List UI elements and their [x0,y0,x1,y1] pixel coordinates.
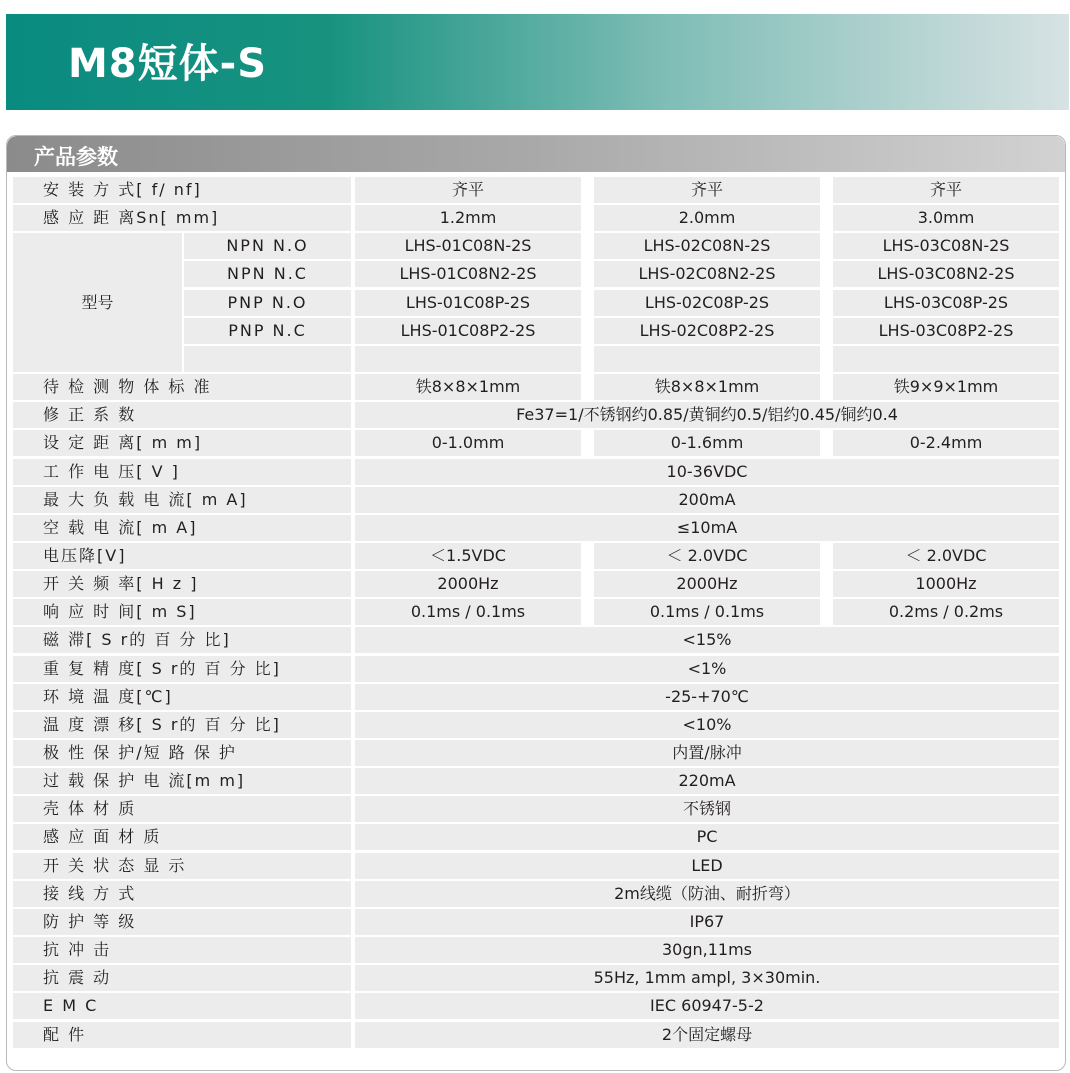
model-code: LHS-03C08P-2S [833,290,1059,316]
table-cell: <10% [355,712,1059,738]
row-label: E M C [13,993,351,1019]
table-cell: 齐平 [355,177,581,203]
table-cell: IEC 60947-5-2 [355,993,1059,1019]
row-label: 重 复 精 度[ S r的 百 分 比] [13,656,351,682]
model-code: LHS-02C08P-2S [594,290,820,316]
table-cell: 3.0mm [833,205,1059,231]
model-code: LHS-03C08P2-2S [833,318,1059,344]
row-label: 最 大 负 载 电 流[ m A] [13,487,351,513]
table-cell: 0.1ms / 0.1ms [355,599,581,625]
section-title: 产品参数 [34,145,118,169]
table-cell: 10-36VDC [355,459,1059,485]
row-label: 设 定 距 离[ m m] [13,430,351,456]
empty-cell [184,346,351,372]
table-cell: <15% [355,627,1059,653]
row-label: 抗 震 动 [13,965,351,991]
row-label: 极 性 保 护/短 路 保 护 [13,740,351,766]
model-code: LHS-01C08P-2S [355,290,581,316]
model-code: LHS-02C08N-2S [594,233,820,259]
table-cell: ＜1.5VDC [355,543,581,569]
table-cell: 2000Hz [594,571,820,597]
table-cell: 齐平 [594,177,820,203]
table-cell: ＜ 2.0VDC [833,543,1059,569]
model-type: PNP N.O [184,290,351,316]
table-cell: 200mA [355,487,1059,513]
empty-cell [594,346,820,372]
row-label: 温 度 漂 移[ S r的 百 分 比] [13,712,351,738]
model-type: PNP N.C [184,318,351,344]
table-cell: 内置/脉冲 [355,740,1059,766]
table-cell: 齐平 [833,177,1059,203]
model-code: LHS-01C08P2-2S [355,318,581,344]
table-cell: -25-+70℃ [355,684,1059,710]
table-cell: 1.2mm [355,205,581,231]
row-label: 安 装 方 式[ f/ nf] [13,177,351,203]
row-label: 壳 体 材 质 [13,796,351,822]
table-cell: 2m线缆（防油、耐折弯） [355,881,1059,907]
table-cell: ＜ 2.0VDC [594,543,820,569]
section-header [7,136,1065,172]
table-cell: 不锈钢 [355,796,1059,822]
row-label: 磁 滞[ S r的 百 分 比] [13,627,351,653]
table-cell: PC [355,824,1059,850]
model-code: LHS-02C08N2-2S [594,261,820,287]
title-banner [6,14,1069,110]
table-cell: IP67 [355,909,1059,935]
row-label: 过 载 保 护 电 流[m m] [13,768,351,794]
model-code: LHS-03C08N-2S [833,233,1059,259]
table-cell: 55Hz, 1mm ampl, 3×30min. [355,965,1059,991]
row-label: 电压降[V] [13,543,351,569]
table-cell: Fe37=1/不锈钢约0.85/黄铜约0.5/铝约0.45/铜约0.4 [355,402,1059,428]
table-cell: ≤10mA [355,515,1059,541]
table-cell: 0-1.6mm [594,430,820,456]
row-label: 修 正 系 数 [13,402,351,428]
row-label: 工 作 电 压[ V ] [13,459,351,485]
table-cell: 2000Hz [355,571,581,597]
table-cell: <1% [355,656,1059,682]
table-cell: 2个固定螺母 [355,1022,1059,1048]
table-cell: 2.0mm [594,205,820,231]
row-label: 抗 冲 击 [13,937,351,963]
table-cell: 0-2.4mm [833,430,1059,456]
table-cell: 铁9×9×1mm [833,374,1059,400]
table-cell: 30gn,11ms [355,937,1059,963]
table-cell: 铁8×8×1mm [355,374,581,400]
table-cell: LED [355,853,1059,879]
row-label: 待 检 测 物 体 标 准 [13,374,351,400]
table-cell: 0-1.0mm [355,430,581,456]
model-code: LHS-03C08N2-2S [833,261,1059,287]
model-label: 型号 [81,293,114,312]
row-label: 响 应 时 间[ m S] [13,599,351,625]
table-cell: 220mA [355,768,1059,794]
page-title: M8短体-S [68,41,268,87]
empty-cell [355,346,581,372]
row-label: 环 境 温 度[℃] [13,684,351,710]
model-code: LHS-01C08N-2S [355,233,581,259]
row-label: 开 关 频 率[ H z ] [13,571,351,597]
row-label: 空 载 电 流[ m A] [13,515,351,541]
row-label: 感 应 距 离Sn[ mm] [13,205,351,231]
table-cell: 1000Hz [833,571,1059,597]
empty-cell [833,346,1059,372]
row-label: 感 应 面 材 质 [13,824,351,850]
row-label: 开 关 状 态 显 示 [13,853,351,879]
model-type: NPN N.C [184,261,351,287]
row-label: 防 护 等 级 [13,909,351,935]
table-cell: 0.2ms / 0.2ms [833,599,1059,625]
table-cell: 0.1ms / 0.1ms [594,599,820,625]
row-label: 配 件 [13,1022,351,1048]
model-code: LHS-02C08P2-2S [594,318,820,344]
model-type: NPN N.O [184,233,351,259]
table-cell: 铁8×8×1mm [594,374,820,400]
model-code: LHS-01C08N2-2S [355,261,581,287]
row-label: 接 线 方 式 [13,881,351,907]
